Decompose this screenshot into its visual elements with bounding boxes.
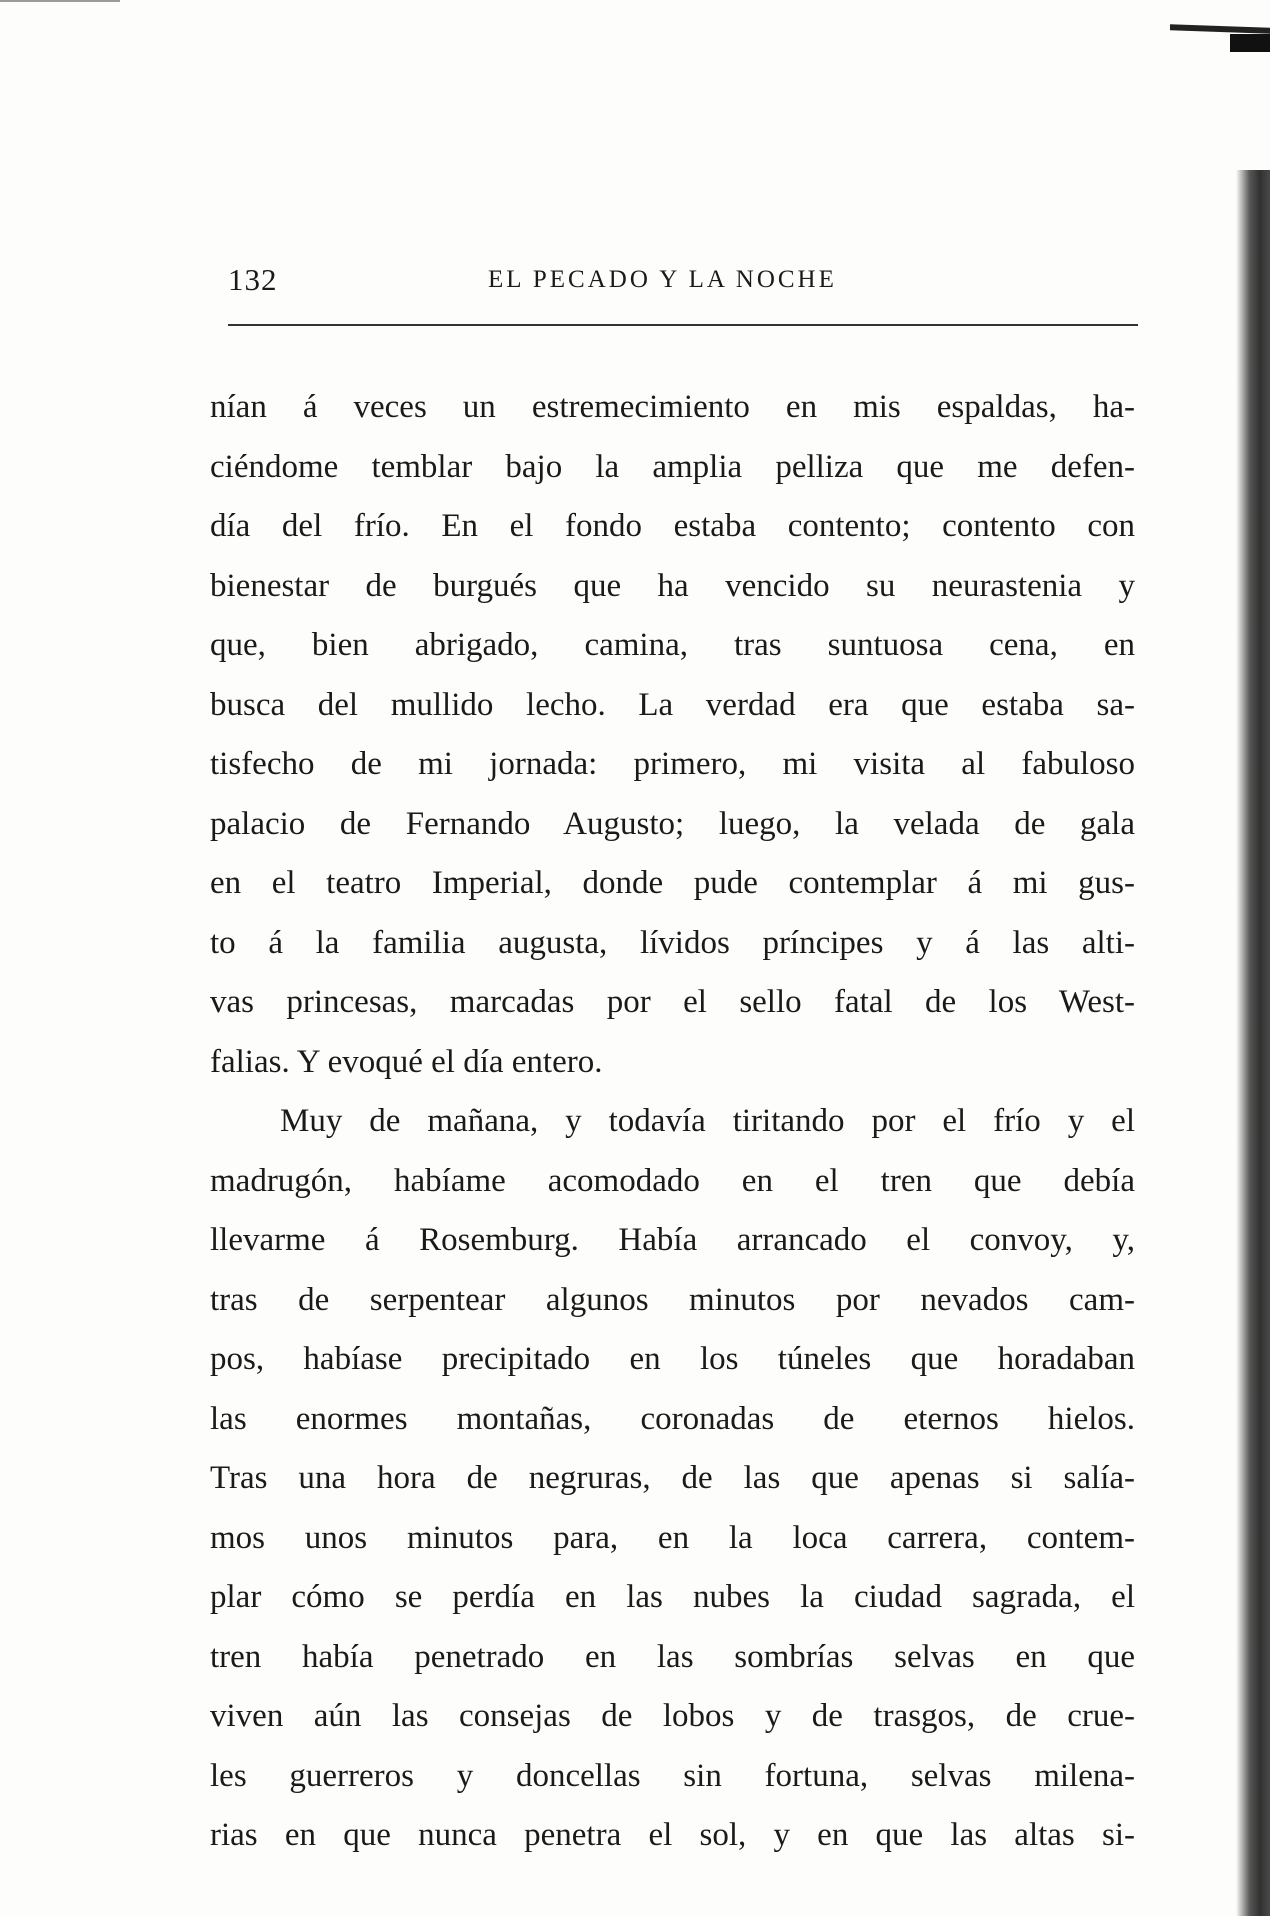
scan-edge-mark [1170, 20, 1270, 60]
text-line: nían á veces un estremecimiento en mis espaldas, ha- [210, 389, 1135, 425]
body-text [210, 378, 1135, 1866]
text-line: pos, habíase precipitado en los túneles que horadaban [210, 1341, 1135, 1377]
scan-edge-bar [1230, 34, 1270, 52]
binding-shadow [1236, 170, 1270, 1916]
text-line: Muy de mañana, y todavía tiritando por el frío y el [280, 1103, 1135, 1139]
running-head [210, 258, 1135, 302]
text-line: rias en que nunca penetra el sol, y en que las altas si- [210, 1817, 1135, 1853]
text-line: llevarme á Rosemburg. Había arrancado el convoy, y, [210, 1222, 1135, 1258]
text-line: les guerreros y doncellas sin fortuna, selvas milena- [210, 1757, 1135, 1794]
text-line: que, bien abrigado, camina, tras suntuosa cena, en [210, 627, 1135, 663]
book-page [210, 258, 1135, 1853]
text-line: madrugón, habíame acomodado en el tren que debía [210, 1162, 1135, 1199]
text-line: palacio de Fernando Augusto; luego, la velada de gala [210, 805, 1135, 842]
text-line: día del frío. En el fondo estaba contento; contento con [210, 508, 1135, 544]
text-line: vas princesas, marcadas por el sello fatal de los West- [210, 984, 1135, 1020]
text-line: tren había penetrado en las sombrías selvas en que [210, 1638, 1135, 1675]
text-line: tras de serpentear algunos minutos por nevados cam- [210, 1281, 1135, 1318]
text-line: busca del mullido lecho. La verdad era que estaba sa- [210, 686, 1135, 723]
text-line: Tras una hora de negruras, de las que apenas si salía- [210, 1460, 1135, 1496]
text-line: ciéndome temblar bajo la amplia pelliza que me defen- [210, 448, 1135, 485]
text-line: en el teatro Imperial, donde pude contemplar á mi gus- [210, 865, 1135, 901]
header-rule [228, 324, 1138, 326]
page-number: 132 [228, 262, 278, 297]
text-line: plar cómo se perdía en las nubes la ciudad sagrada, el [210, 1579, 1135, 1615]
text-line: to á la familia augusta, lívidos príncipes y á las alti- [210, 924, 1135, 961]
text-line: tisfecho de mi jornada: primero, mi visita al fabuloso [210, 746, 1135, 782]
text-line: viven aún las consejas de lobos y de trasgos, de crue- [210, 1698, 1135, 1734]
text-line: bienestar de burgués que ha vencido su neurastenia y [210, 567, 1135, 604]
text-line: falias. Y evoqué el día entero. [210, 1043, 603, 1080]
text-line: las enormes montañas, coronadas de eternos hielos. [210, 1400, 1135, 1437]
scan-edge-top [0, 0, 120, 2]
text-line: mos unos minutos para, en la loca carrera, contem- [210, 1519, 1135, 1556]
scan-edge-bar [1170, 24, 1270, 33]
running-title: EL PECADO Y LA NOCHE [488, 266, 837, 293]
